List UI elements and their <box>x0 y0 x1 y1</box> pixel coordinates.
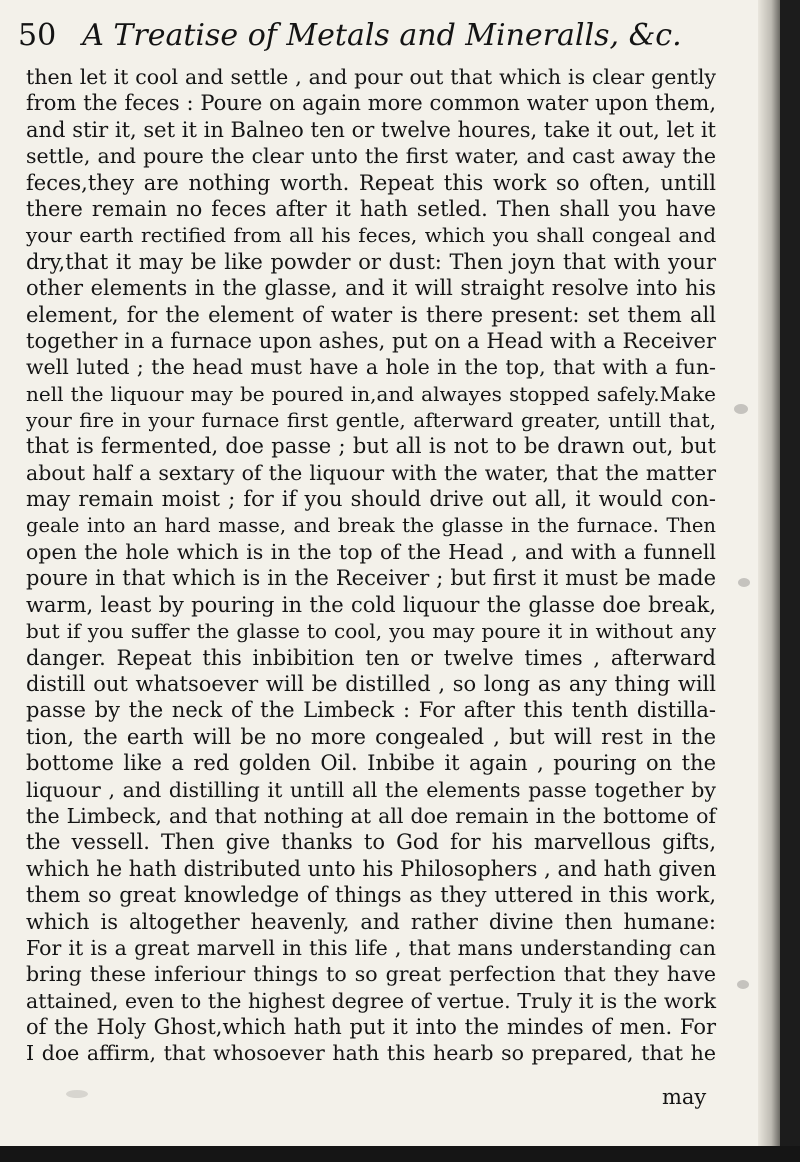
text-line: about half a sextary of the liquour with the water, that the matter <box>26 460 716 485</box>
text-line: settle, and poure the clear unto the first water, and cast away the <box>26 144 716 169</box>
text-line: element, for the element of water is there present: set them all <box>26 302 716 327</box>
text-line: the Limbeck, and that nothing at all doe remain in the bottome of <box>26 803 716 828</box>
text-line: the vessell. Then give thanks to God for his marvellous gifts, <box>26 830 716 855</box>
ink-smudge <box>734 404 748 414</box>
text-line: but if you suffer the glasse to cool, you may poure it in without any <box>26 619 716 644</box>
text-line: which is altogether heavenly, and rather divine then humane: <box>26 909 716 934</box>
text-line: other elements in the glasse, and it will straight resolve into his <box>26 276 716 301</box>
running-title: A Treatise of Metals and Mineralls, &c. <box>82 18 682 53</box>
text-line: that is fermented, doe passe ; but all is not to be drawn out, but <box>26 434 716 459</box>
text-line: bottome like a red golden Oil. Inbibe it again , pouring on the <box>26 751 716 776</box>
text-line: your fire in your furnace first gentle, afterward greater, untill that, <box>26 408 716 433</box>
text-line: I doe affirm, that whosoever hath this hearb so prepared, that he <box>26 1041 716 1066</box>
text-line: warm, least by pouring in the cold liquour the glasse doe break, <box>26 592 716 617</box>
text-line: For it is a great marvell in this life , that mans understanding can <box>26 935 716 960</box>
text-line: passe by the neck of the Limbeck : For after this tenth distilla- <box>26 698 716 723</box>
text-line: your earth rectified from all his feces, which you shall congeal and <box>26 223 716 248</box>
text-line: open the hole which is in the top of the Head , and with a funnell <box>26 540 716 565</box>
text-line: danger. Repeat this inbibition ten or twelve times , afterward <box>26 645 716 670</box>
text-line: bring these inferiour things to so great perfection that they have <box>26 962 716 987</box>
text-line: them so great knowledge of things as they uttered in this work, <box>26 883 716 908</box>
text-line: together in a furnace upon ashes, put on a Head with a Receiver <box>26 328 716 353</box>
text-line: and stir it, set it in Balneo ten or twelve houres, take it out, let it <box>26 117 716 142</box>
text-line: which he hath distributed unto his Philosophers , and hath given <box>26 856 717 881</box>
text-line: may remain moist ; for if you should drive out all, it would con- <box>26 487 716 512</box>
text-line: poure in that which is in the Receiver ; but first it must be made <box>26 566 716 591</box>
ink-smudge <box>737 980 749 989</box>
text-line: well luted ; the head must have a hole in the top, that with a fun- <box>26 355 716 380</box>
page-number: 50 <box>18 18 57 53</box>
text-line: attained, even to the highest degree of vertue. Truly it is the work <box>26 988 716 1013</box>
text-line: nell the liquour may be poured in,and alwayes stopped safely.Make <box>26 381 716 406</box>
text-line: dry,that it may be like powder or dust: Then joyn that with your <box>26 249 716 274</box>
page-header <box>18 18 682 53</box>
ink-smudge <box>738 578 750 587</box>
text-line: distill out whatsoever will be distilled , so long as any thing will <box>26 671 716 696</box>
text-line: then let it cool and settle , and pour out that which is clear gently <box>26 65 716 89</box>
text-line: tion, the earth will be no more congealed , but will rest in the <box>26 724 716 749</box>
text-line: geale into an hard masse, and break the glasse in the furnace. Then <box>26 513 716 537</box>
catchword: may <box>662 1085 707 1109</box>
ink-smudge <box>66 1090 88 1098</box>
text-line: of the Holy Ghost,which hath put it into the mindes of men. For <box>26 1015 716 1040</box>
body-text <box>26 64 716 1067</box>
text-line: feces,they are nothing worth. Repeat this work so often, untill <box>26 170 716 195</box>
text-line: from the feces : Poure on again more common water upon them, <box>26 91 716 116</box>
page-edge-shadow <box>758 0 780 1146</box>
page-bottom-edge <box>0 1146 800 1162</box>
book-gutter <box>780 0 800 1162</box>
text-line: there remain no feces after it hath setled. Then shall you have <box>26 196 716 221</box>
text-line: liquour , and distilling it untill all the elements passe together by <box>26 777 716 802</box>
